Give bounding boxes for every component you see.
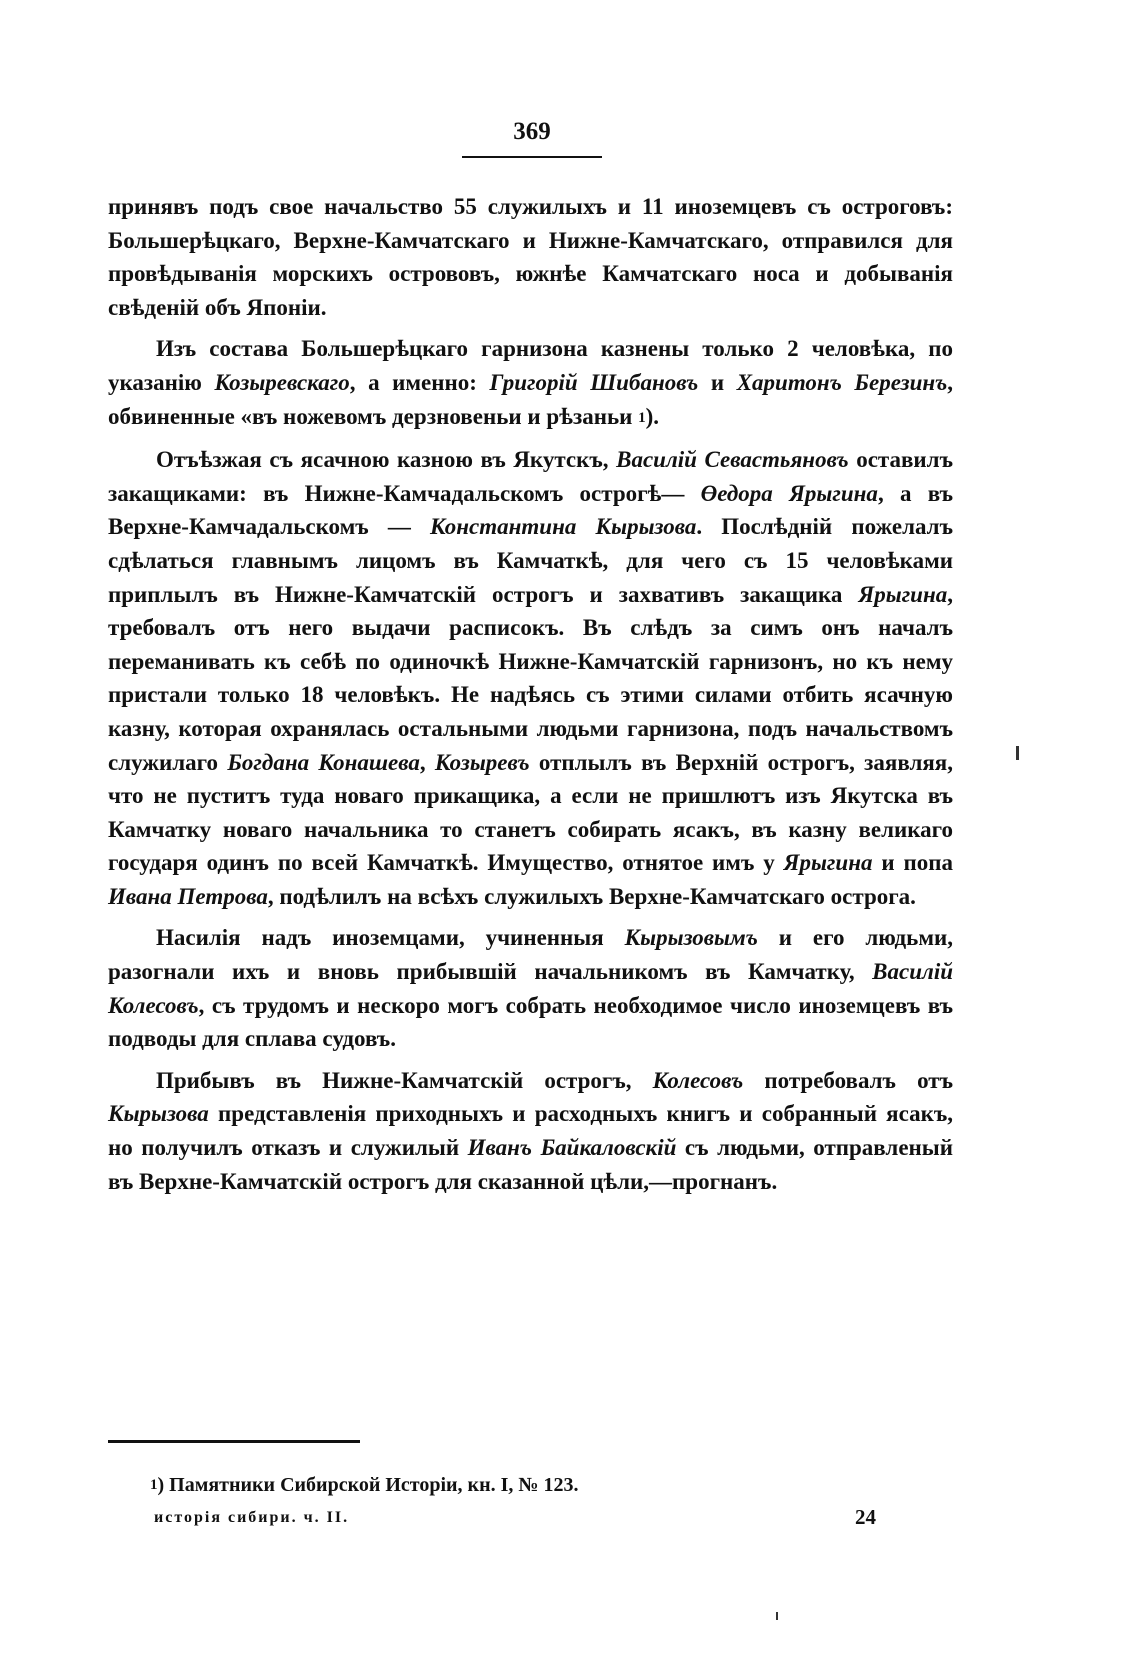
text-run: Прибывъ въ Нижне-Камчатскій острогъ, [156, 1067, 653, 1093]
paragraph [108, 332, 953, 435]
text-run: и его людьми, разогнали ихъ и вновь прибывшій начальникомъ въ Камчатку, [108, 925, 954, 985]
name-italic: Ярыгина [783, 850, 873, 876]
name-italic: Колесовъ [652, 1067, 744, 1093]
name-italic: Козыревскаго [214, 369, 350, 395]
page-number-rule [462, 156, 602, 158]
text-run: , а въ Верхне-Камчадальскомъ — [108, 480, 953, 540]
text-run: принявъ подъ свое начальство 55 служилыхъ и 11 иноземцевъ съ остроговъ: Большерѣцкаго, Верхне-Камчатскаго и Нижне-Камчатскаго, отправился для провѣдыванія морскихъ острововъ, южнѣе Камчатскаго носа и добыванія свѣденій объ Японіи. [108, 194, 953, 320]
paragraph [108, 443, 953, 913]
footnote-ref: 1 [638, 409, 646, 426]
scan-speck [776, 1612, 778, 1620]
signature-number: 24 [855, 1505, 876, 1529]
name-italic: Богдана Конашева [227, 749, 420, 775]
text-run: и попа [872, 850, 953, 876]
text-run: Насилія надъ иноземцами, учиненныя [156, 925, 625, 951]
text-run: . Послѣдній пожелалъ сдѣлаться главнымъ лицомъ въ Камчаткѣ, для чего съ 15 человѣками приплылъ въ Нижне-Камчатскій острогъ и захвативъ закащика [108, 514, 953, 607]
text-run: Изъ состава Большерѣцкаго гарнизона казнены только 2 человѣка, по указанію [108, 336, 953, 395]
footnote [150, 1474, 850, 1497]
name-italic: Василій Севастьяновъ [616, 447, 849, 473]
text-run: , требовалъ отъ него выдачи расписокъ. Въ слѣдъ за симъ онъ началъ переманивать къ себѣ по одиночкѣ Нижне-Камчатскій гарнизонъ, но къ нему пристали только 18 человѣкъ. Не надѣясь съ этими силами отбить ясачную казну, которая охранялась остальными людьми гарнизона, подъ начальствомъ служилаго [108, 581, 953, 775]
name-italic: Өедора Ярыгина [700, 480, 878, 506]
text-run: потребовалъ отъ [743, 1067, 954, 1093]
text-run: , [419, 749, 435, 775]
text-run: оставилъ закащиками: въ Нижне-Камчадальскомъ острогѣ— [108, 447, 953, 506]
name-italic: Василій Колесовъ [108, 959, 953, 1018]
running-footer-title: исторія сибири. ч. II. [154, 1509, 350, 1526]
text-run: и [698, 369, 737, 395]
name-italic: Ярыгина [858, 581, 948, 607]
name-italic: Харитонъ Березинъ [736, 369, 948, 395]
text-run: отплылъ въ Верхній острогъ, заявляя, что не пуститъ туда новаго прикащика, а если не пришлютъ изъ Якутска въ Камчатку новаго начальника то станетъ собирать ясакъ, въ казну великаго государя одинъ по всей Камчаткѣ. Имущество, отнятое имъ у [108, 749, 953, 876]
paragraph [108, 921, 953, 1055]
name-italic: Иванъ Байкаловскій [467, 1135, 677, 1161]
page-number: 369 [513, 118, 551, 145]
text-run: представленія приходныхъ и расходныхъ книгъ и собранный ясакъ, но получилъ отказъ и служилый [108, 1101, 953, 1161]
text-run: , а именно: [349, 369, 490, 395]
text-run: ). [645, 403, 660, 429]
name-italic: Кырызовымъ [624, 925, 758, 951]
paragraph [108, 1064, 953, 1198]
name-italic: Григорій Шибановъ [489, 369, 699, 395]
text-run: съ людьми, отправленый въ Верхне-Камчатскій острогъ для сказанной цѣли,—прогнанъ. [108, 1135, 953, 1194]
text-run: Отъѣзжая съ ясачною казною въ Якутскъ, [156, 447, 617, 473]
text-run: , съ трудомъ и нескоро могъ собрать необходимое число иноземцевъ въ подводы для сплава судовъ. [108, 992, 953, 1052]
body-text [108, 190, 953, 1206]
name-italic: Кырызова [108, 1101, 209, 1127]
name-italic: Ивана Петрова [108, 883, 268, 909]
footnote-text: ) Памятники Сибирской Исторіи, кн. I, № 123. [157, 1474, 579, 1496]
text-run: , подѣлилъ на всѣхъ служилыхъ Верхне-Камчатскаго острога. [267, 883, 916, 909]
name-italic: Козыревъ [434, 749, 530, 775]
footnote-marker: 1 [150, 1477, 158, 1493]
footnote-separator [108, 1440, 360, 1443]
paragraph [108, 190, 953, 324]
scan-speck [1016, 746, 1019, 760]
name-italic: Константина Кырызова [430, 514, 697, 540]
text-run: , обвиненные «въ ножевомъ дерзновеньи и рѣзаньи [108, 369, 953, 429]
